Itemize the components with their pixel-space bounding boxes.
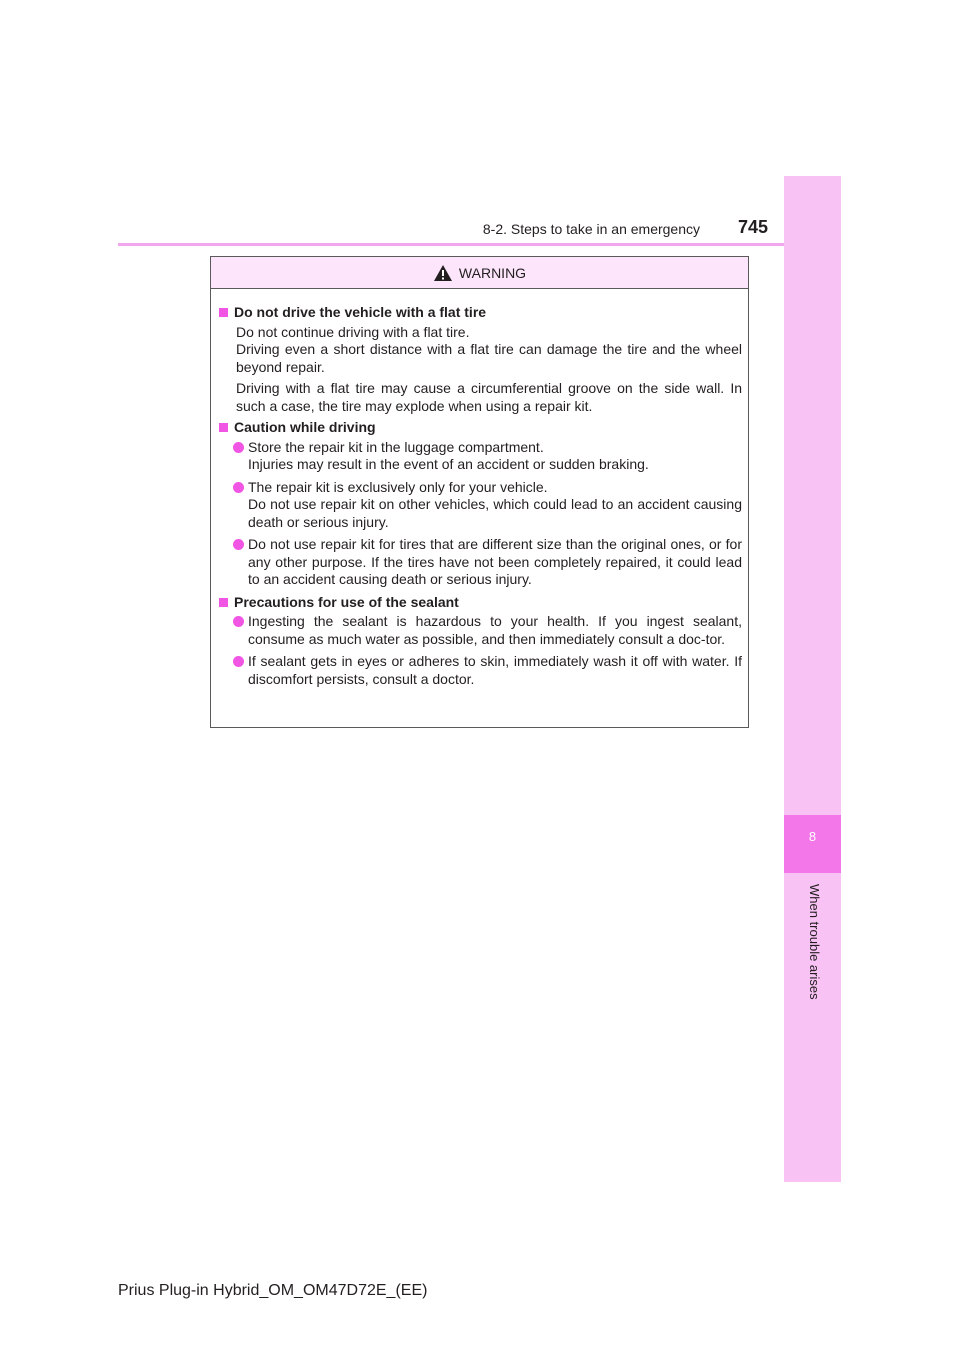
circle-bullet-icon [233, 616, 244, 627]
square-bullet-icon [219, 598, 228, 607]
chapter-title: When trouble arises [807, 884, 822, 1000]
list-item: Store the repair kit in the luggage compartment. Injuries may result in the event of an accident or sudden braking. [218, 439, 742, 474]
warning-title: WARNING [458, 264, 527, 281]
square-bullet-icon [219, 308, 228, 317]
warning-box [210, 256, 749, 728]
warning-body [211, 289, 748, 688]
header-section-title: 8-2. Steps to take in an emergency [482, 221, 700, 237]
chapter-side-tab [784, 176, 841, 1182]
warning-header [211, 257, 748, 289]
page-number: 745 [738, 217, 769, 237]
paragraph: Do not continue driving with a flat tire. Driving even a short distance with a flat tire can damage the tire and the wheel beyond repair. [236, 323, 742, 375]
circle-bullet-icon [233, 482, 244, 493]
circle-bullet-icon [233, 442, 244, 453]
list-item: The repair kit is exclusively only for your vehicle. Do not use repair kit on other vehicles, which could lead to an accident causing death or serious injury. [218, 479, 742, 532]
document-id: Prius Plug-in Hybrid_OM_OM47D72E_(EE) [118, 1282, 428, 1299]
section-heading: Caution while driving [218, 419, 742, 437]
chapter-tab-active [784, 815, 841, 873]
paragraph: Driving with a flat tire may cause a circumferential groove on the side wall. In such a case, the tire may explode when using a repair kit. [236, 380, 742, 414]
list-item: Do not use repair kit for tires that are different size than the original ones, or for any other purpose. If the tires have not been completely repaired, it could lead to an accident causing death or serious injury. [218, 536, 742, 589]
section-heading: Do not drive the vehicle with a flat tire [218, 304, 742, 322]
chapter-number: 8 [808, 829, 817, 844]
warning-triangle-icon [433, 264, 453, 282]
square-bullet-icon [219, 423, 228, 432]
circle-bullet-icon [233, 539, 244, 550]
list-item: If sealant gets in eyes or adheres to skin, immediately wash it off with water. If discomfort persists, consult a doctor. [218, 653, 742, 688]
list-item: Ingesting the sealant is hazardous to your health. If you ingest sealant, consume as much water as possible, and then immediately consult a doc-tor. [218, 613, 742, 648]
header-divider [118, 243, 841, 246]
section-heading: Precautions for use of the sealant [218, 594, 742, 612]
circle-bullet-icon [233, 656, 244, 667]
